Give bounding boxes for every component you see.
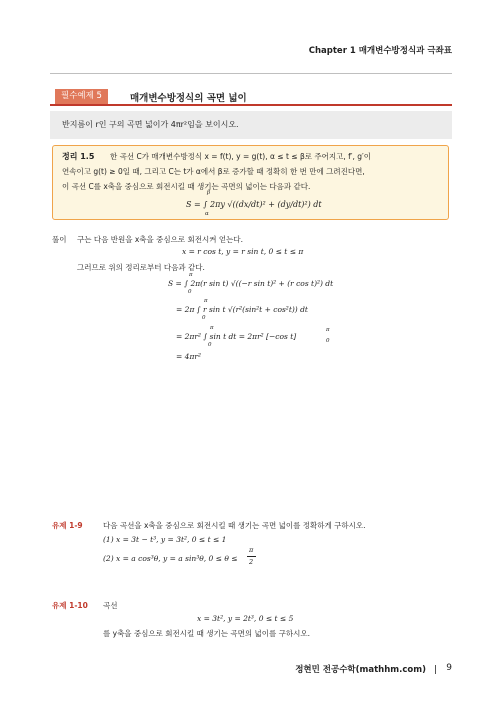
solution-line-2: 그러므로 위의 정리로부터 다음과 같다. [77, 263, 205, 272]
example-title: 매개변수방정식의 곡면 넓이 [130, 93, 247, 104]
theorem-formula-upper: β [207, 190, 211, 196]
exercise-1-9-text: 다음 곡선을 x축을 중심으로 회전시킬 때 생기는 곡면 넓이를 정확하게 구하시오. [103, 521, 366, 530]
solution-step-4: = 4πr² [176, 352, 201, 361]
theorem-line-1: 한 곡선 C가 매개변수방정식 x = f(t), y = g(t), α ≤ t ≤ β로 주어지고, f′, g′이 [110, 152, 371, 161]
step3-upper-limit: π [210, 325, 214, 331]
step2-lower-limit: 0 [202, 315, 206, 321]
example-tag: 필수예제 5 [55, 89, 108, 104]
solution-param: x = r cos t, y = r sin t, 0 ≤ t ≤ π [182, 247, 304, 256]
theorem-formula-lower: α [205, 211, 209, 217]
theorem-line-2: 연속이고 g(t) ≥ 0일 때, 그리고 C는 t가 α에서 β로 증가할 때 정확히 한 번 만에 그려진다면, [62, 167, 365, 176]
step3-lower-limit: 0 [208, 342, 212, 348]
solution-label: 풀이 [52, 235, 67, 244]
exercise-1-9-frac-denominator: 2 [249, 558, 254, 566]
theorem-label: 정리 1.5 [62, 152, 95, 161]
step1-upper-limit: π [189, 272, 193, 278]
chapter-header: Chapter 1 매개변수방정식과 극좌표 [308, 46, 452, 56]
step3-eval-lower: 0 [326, 338, 330, 344]
page-number: 9 [446, 663, 452, 673]
title-underline [50, 104, 452, 106]
exercise-1-10-text: 곡선 [103, 601, 118, 610]
exercise-1-9-part-2: (2) x = a cos³θ, y = a sin³θ, 0 ≤ θ ≤ [103, 554, 238, 563]
solution-step-3: = 2πr² ∫ sin t dt = 2πr² [−cos t] [176, 332, 297, 341]
exercise-1-10-label: 유제 1-10 [52, 601, 88, 610]
solution-step-1: S = ∫ 2π(r sin t) √((−r sin t)² + (r cos t)²) dt [168, 279, 334, 288]
exercise-1-9-frac-numerator: π [249, 546, 254, 554]
solution-line-1: 구는 다음 반원을 x축을 중심으로 회전시켜 얻는다. [77, 235, 244, 244]
footer-source: 정현민 전공수학(mathhm.com) [295, 665, 426, 675]
theorem-formula: S = ∫ 2πy √((dx/dt)² + (dy/dt)²) dt [186, 200, 322, 209]
header-divider [50, 73, 452, 74]
exercise-1-10-text-2: 를 y축을 중심으로 회전시킬 때 생기는 곡면의 넓이를 구하시오. [103, 629, 311, 638]
theorem-line-3: 이 곡선 C를 x축을 중심으로 회전시킬 때 생기는 곡면의 넓이는 다음과 같다. [62, 182, 311, 191]
step3-eval-upper: π [326, 327, 330, 333]
exercise-1-9-label: 유제 1-9 [52, 521, 83, 530]
footer-separator [435, 665, 436, 674]
exercise-1-9-part-1: (1) x = 3t − t³, y = 3t², 0 ≤ t ≤ 1 [103, 535, 227, 544]
step1-lower-limit: 0 [188, 289, 192, 295]
problem-text: 반지름이 r인 구의 곡면 넓이가 4πr²임을 보이시오. [62, 120, 239, 129]
solution-step-2: = 2π ∫ r sin t √(r²(sin²t + cos²t)) dt [176, 305, 308, 314]
step2-upper-limit: π [204, 298, 208, 304]
exercise-1-9-frac-bar [247, 556, 256, 557]
exercise-1-10-equation: x = 3t², y = 2t³, 0 ≤ t ≤ 5 [197, 614, 294, 623]
